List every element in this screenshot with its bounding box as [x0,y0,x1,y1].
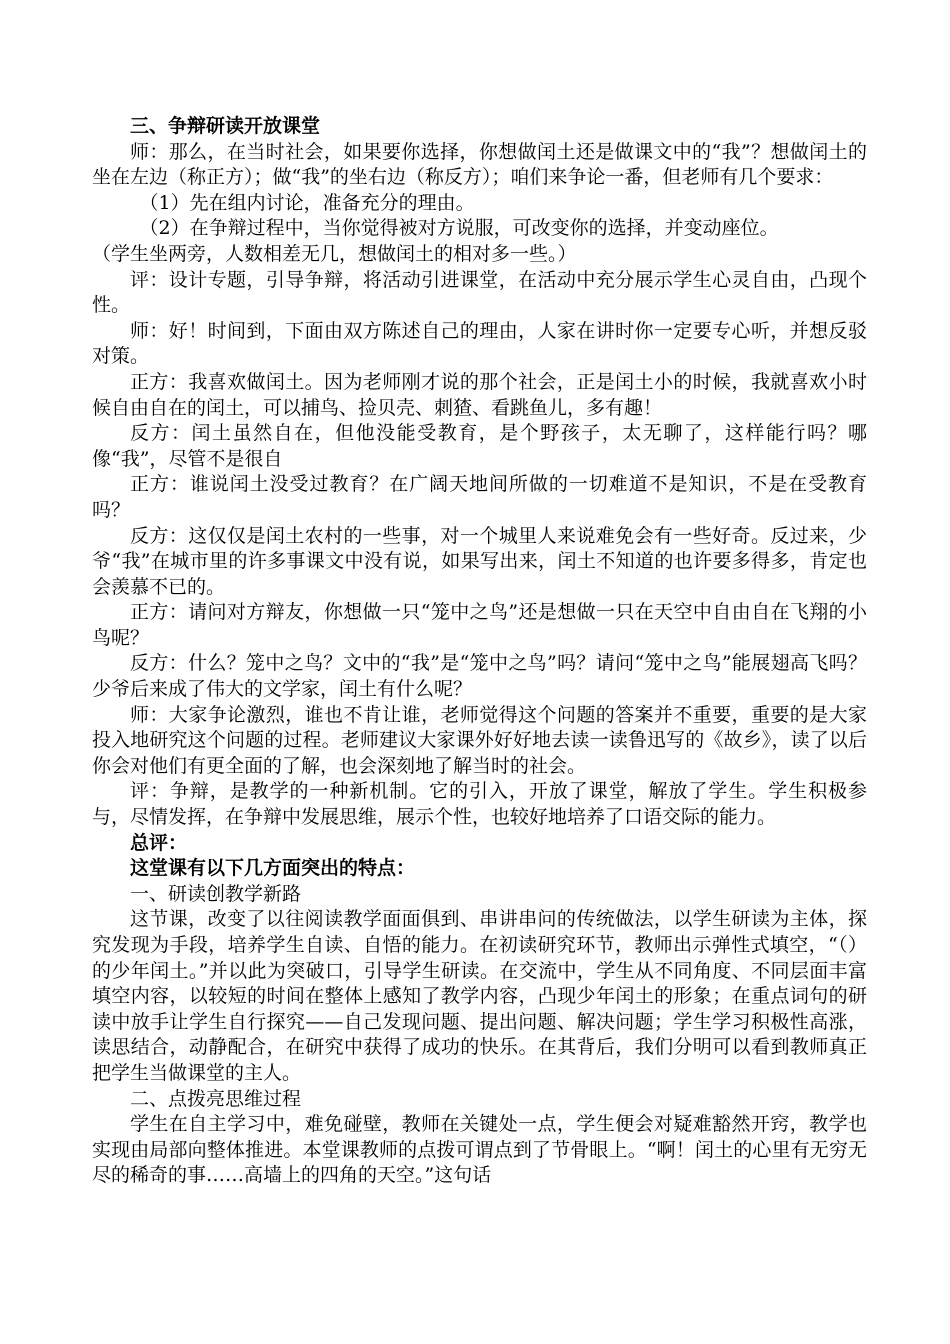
paragraph-pro-2: 正方：谁说闰土没受过教育？在广阔天地间所做的一切难道不是知识，不是在受教育吗？ [92,473,867,521]
paragraph-pro-3: 正方：请问对方辩友，你想做一只“笼中之鸟”还是想做一只在天空中自由自在飞翔的小鸟呢？ [92,601,867,649]
paragraph-con-2: 反方：这仅仅是闰土农村的一些事，对一个城里人来说难免会有一些好奇。反过来，少爷“我”在城市里的许多事课文中没有说，如果写出来，闰土不知道的也许要多得多，肯定也会羡慕不已的。 [92,524,867,598]
summary-heading: 总评： [130,831,188,854]
point-2-title: 二、点拨亮思维过程 [130,1087,302,1110]
section-heading: 三、争辩研读开放课堂 [130,115,321,137]
point-1-title: 一、研读创教学新路 [130,882,302,905]
paragraph-con-1: 反方：闰土虽然自在，但他没能受教育，是个野孩子，太无聊了，这样能行吗？哪像“我”，尽管不是很自 [92,422,867,470]
paragraph-student-note: （学生坐两旁，人数相差无几，想做闰土的相对多一些。） [92,242,577,265]
paragraph-comment-2: 评：争辩，是教学的一种新机制。它的引入，开放了课堂，解放了学生。学生积极参与，尽情发挥，在争辩中发展思维，展示个性，也较好地培养了口语交际的能力。 [92,780,867,829]
paragraph-con-3: 反方：什么？笼中之鸟？文中的“我”是“笼中之鸟”吗？请问“笼中之鸟”能展翅高飞吗？少爷后来成了伟大的文学家，闰土有什么呢？ [92,652,867,701]
paragraph-comment-1: 评：设计专题，引导争辩，将活动引进课堂，在活动中充分展示学生心灵自由，凸现个性。 [92,268,867,317]
paragraph-teacher-end: 师：大家争论激烈，谁也不肯让谁，老师觉得这个问题的答案并不重要，重要的是大家投入地研究这个问题的过程。老师建议大家课外好好地去读一读鲁迅写的《故乡》，读了以后你会对他们有更全面的了解，也会深刻地了解当时的社会。 [92,703,867,777]
point-2-text: 学生在自主学习中，难免碰壁，教师在关键处一点，学生便会对疑难豁然开窍，教学也实现由局部向整体推进。本堂课教师的点拨可谓点到了节骨眼上。“啊！闰土的心里有无穷无尽的稀奇的事……高墙上的四角的天空。”这句话 [92,1113,867,1187]
summary-subheading: 这堂课有以下几方面突出的特点： [130,857,416,880]
paragraph-teacher-start: 师：好！时间到，下面由双方陈述自己的理由，人家在讲时你一定要专心听，并想反驳对策。 [92,319,867,368]
document-page [92,114,867,1189]
paragraph-pro-1: 正方：我喜欢做闰土。因为老师刚才说的那个社会，正是闰土小的时候，我就喜欢小时候自由自在的闰土，可以捕鸟、捡贝壳、刺猹、看跳鱼儿，多有趣！ [92,370,867,419]
requirement-item-2: （2）在争辩过程中，当你觉得被对方说服，可改变你的选择，并变动座位。 [139,217,779,240]
requirement-item-1: （1）先在组内讨论，准备充分的理由。 [139,191,475,214]
paragraph-teacher-question: 师：那么，在当时社会，如果要你选择，你想做闰土还是做课文中的“我”？想做闰土的坐在左边（称正方）；做“我”的坐右边（称反方）；咱们来争论一番，但老师有几个要求： [92,140,867,189]
point-1-text: 这节课，改变了以往阅读教学面面俱到、串讲串问的传统做法，以学生研读为主体，探究发现为手段，培养学生自读、自悟的能力。在初读研究环节，教师出示弹性式填空，“（）的少年闰土。”并以此为突破口，引导学生研读。在交流中，学生从不同角度、不同层面丰富填空内容，以较短的时间在整体上感知了教学内容，凸现少年闰土的形象；在重点词句的研读中放手让学生自行探究——自己发现问题、提出问题、解决问题；学生学习积极性高涨，读思结合，动静配合，在研究中获得了成功的快乐。在其背后，我们分明可以看到教师真正把学生当做课堂的主人。 [92,908,867,1084]
